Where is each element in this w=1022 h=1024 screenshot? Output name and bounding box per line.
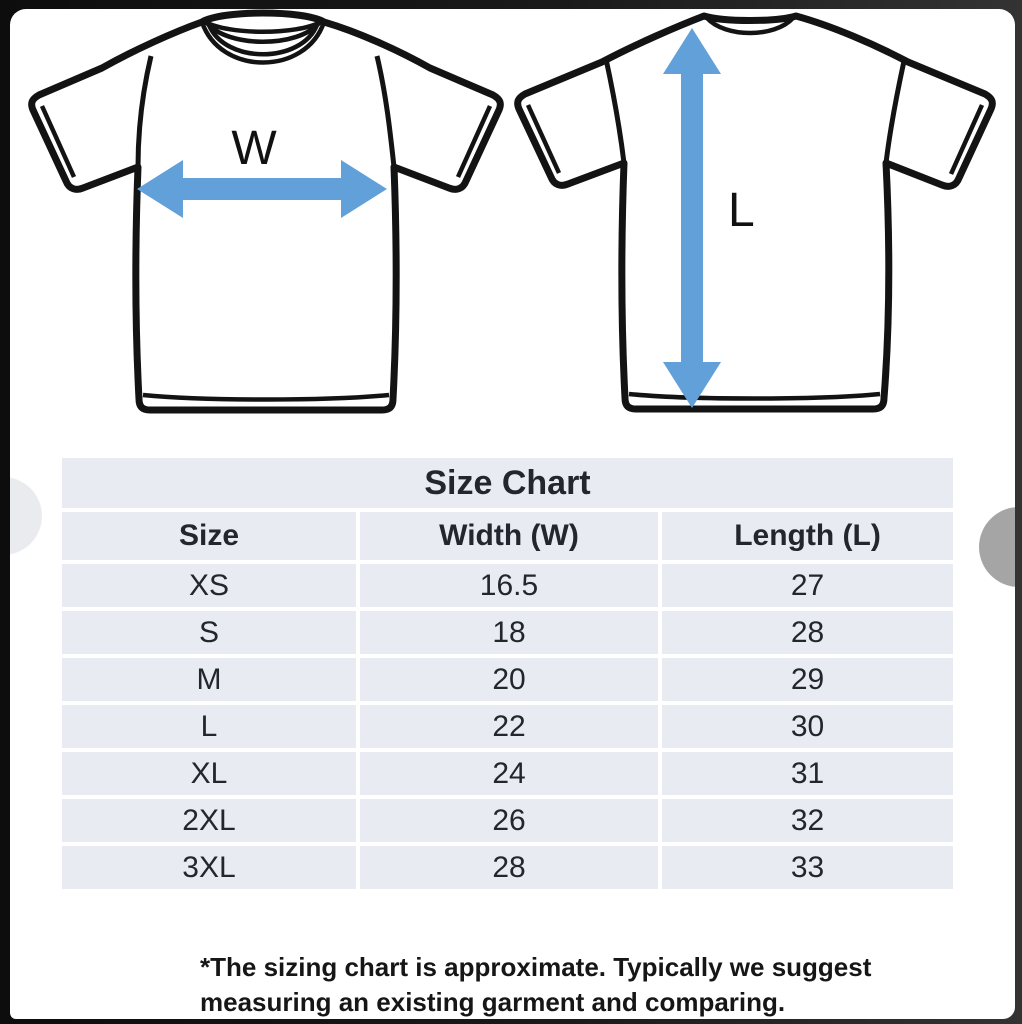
disclaimer-line-2: measuring an existing garment and comparing. [200,987,786,1017]
size-chart-table [62,458,953,936]
table-cell-length: 30 [662,705,953,748]
table-cell-length: 27 [662,564,953,607]
table-cell-size: XL [62,752,356,795]
length-label: L [728,184,755,237]
table-cell-size: XS [62,564,356,607]
table-cell-length: 29 [662,658,953,701]
tshirt-front-diagram [10,9,506,435]
table-cell-length: 28 [662,611,953,654]
table-cell-size: 3XL [62,846,356,889]
table-cell-size: S [62,611,356,654]
table-cell-width: 22 [360,705,658,748]
column-header-size: Size [62,512,356,560]
tshirt-back-diagram [510,9,1015,437]
table-cell-width: 20 [360,658,658,701]
table-cell-length: 31 [662,752,953,795]
table-cell-size: 2XL [62,799,356,842]
table-cell-width: 24 [360,752,658,795]
column-header-width: Width (W) [360,512,658,560]
tshirt-back-outline [518,16,993,409]
table-cell-length: 33 [662,846,953,889]
disclaimer-line-1: *The sizing chart is approximate. Typically we suggest [200,952,872,982]
tshirt-front-outline [32,13,501,410]
table-cell-width: 18 [360,611,658,654]
table-cell-length: 32 [662,799,953,842]
column-header-length: Length (L) [662,512,953,560]
table-title: Size Chart [62,458,953,508]
table-cell-size: L [62,705,356,748]
width-label: W [231,122,277,175]
size-chart-image-card [10,9,1015,1019]
carousel-next-button[interactable] [979,507,1015,587]
sizing-disclaimer [200,950,900,1019]
table-cell-size: M [62,658,356,701]
table-cell-width: 28 [360,846,658,889]
table-cell-width: 16.5 [360,564,658,607]
table-cell-width: 26 [360,799,658,842]
carousel-prev-button[interactable] [10,477,42,555]
